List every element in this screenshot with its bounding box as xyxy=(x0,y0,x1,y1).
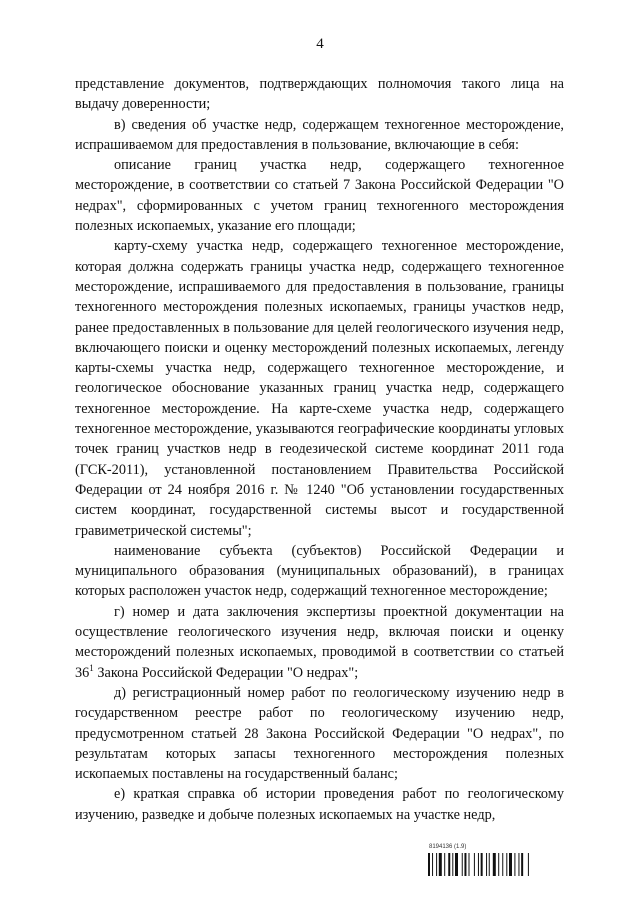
barcode-bar xyxy=(502,853,503,876)
barcode-number: 8194136 (1.9) xyxy=(429,844,467,850)
barcode-bar xyxy=(481,853,483,876)
barcode-bar xyxy=(509,853,512,876)
barcode-bar xyxy=(469,853,470,876)
barcode-bar xyxy=(428,853,430,876)
barcode-bar xyxy=(489,853,490,876)
barcode-bar xyxy=(439,853,442,876)
barcode-bar xyxy=(498,853,499,876)
barcode-bar xyxy=(444,853,445,876)
item-g-text-end: Закона Российской Федерации "О недрах"; xyxy=(93,664,359,681)
barcode-bar xyxy=(478,853,479,876)
barcode xyxy=(428,853,564,876)
page-number: 4 xyxy=(316,36,324,52)
paragraph-item-d: д) регистрационный номер работ по геологическому изучению недр в государственном реестре работ по геологическому изучению недр, предусмотренном статьей 28 Закона Российской Федерации "О недрах", по результатам которых запасы техногенного месторождения полезных ископаемых поставлены на государственный баланс; xyxy=(75,684,564,783)
paragraph-item-g xyxy=(75,602,564,683)
paragraph-map-scheme: карту-схему участка недр, содержащего техногенное месторождение, которая должна содержать границы участка недр, содержащего техногенное месторождение, испрашиваемого для предоставления в пользование, границы техногенного месторождения полезных ископаемых, границы участков недр, ранее предоставленных в пользование для целей геологического изучения недр, включающего поиски и оценку месторождений полезных ископаемых, легенду карты-схемы участка недр, содержащего техногенное месторождение, и геологическое обоснование указанных границ участка недр, содержащего техногенное месторождение. На карте-схеме участка недр, содержащего техногенное месторождение, указываются географические координаты угловых точек границ участков недр в геодезической системе координат 2011 года (ГСК-2011), установленной постановлением Правительства Российской Федерации от 24 ноября 2016 г. № 1240 "Об установлении государственных систем координат, государственной системы высот и государственной гравиметрической системы"; xyxy=(75,238,564,539)
barcode-bar xyxy=(455,853,458,876)
barcode-bar xyxy=(474,853,475,876)
barcode-bar xyxy=(521,853,523,876)
barcode-bar xyxy=(436,853,437,876)
barcode-bar xyxy=(462,853,463,876)
barcode-bar xyxy=(432,853,433,876)
paragraph-boundary-description: описание границ участка недр, содержащего техногенное месторождение, в соответствии со статьей 7 Закона Российской Федерации "О недрах", сформированных с учетом границ техногенного месторождения полезных ископаемых, указание его площади; xyxy=(75,157,564,235)
barcode-bar xyxy=(518,853,519,876)
barcode-bar xyxy=(506,853,507,876)
barcode-bar xyxy=(493,853,496,876)
paragraph-item-v: в) сведения об участке недр, содержащем техногенное месторождение, испрашиваемом для предоставления в пользование, включающие в себя: xyxy=(75,116,564,153)
document-body xyxy=(75,74,564,825)
paragraph-item-e: е) краткая справка об истории проведения работ по геологическому изучению, разведке и добыче полезных ископаемых на участке недр, xyxy=(75,786,564,823)
item-g-superscript: 1 xyxy=(89,662,94,673)
barcode-bar xyxy=(528,853,529,876)
barcode-bar xyxy=(448,853,450,876)
barcode-bar xyxy=(486,853,487,876)
paragraph-subject-name: наименование субъекта (субъектов) Российской Федерации и муниципального образования (муниципальных образований), в границах которых расположен участок недр, содержащий техногенное месторождение; xyxy=(75,542,564,600)
barcode-bar xyxy=(514,853,515,876)
item-g-text: г) номер и дата заключения экспертизы проектной документации на осуществление геологического изучения недр, включая поиски и оценку месторождений полезных ископаемых, проводимой в соответствии со статьей 36 xyxy=(75,603,564,681)
paragraph-continuation: представление документов, подтверждающих полномочия такого лица на выдачу доверенности; xyxy=(75,76,564,113)
barcode-bar xyxy=(452,853,453,876)
barcode-bar xyxy=(464,853,466,876)
